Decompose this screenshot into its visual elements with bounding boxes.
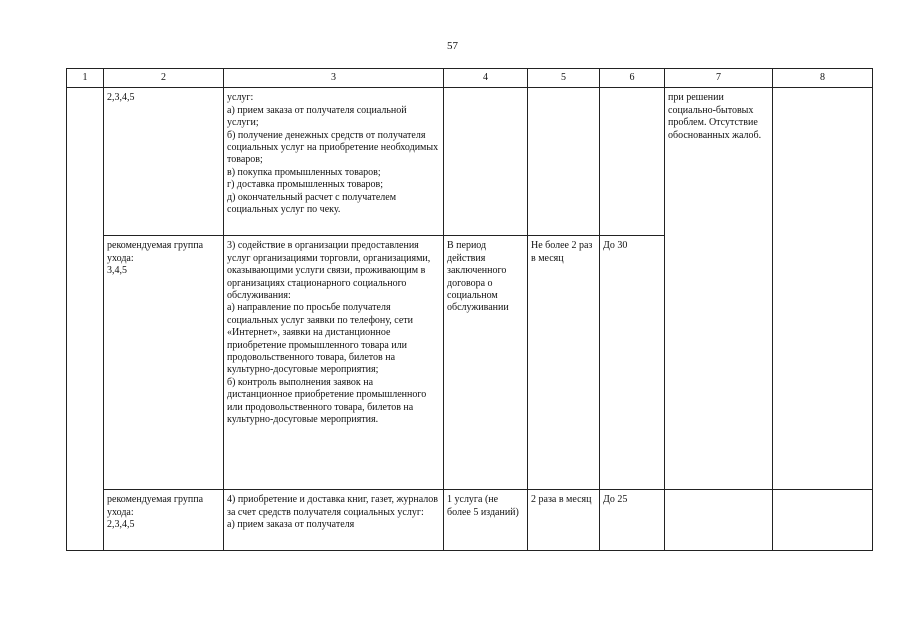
notes-cell <box>773 490 873 551</box>
notes-cell <box>773 88 873 490</box>
table-header-row <box>67 69 873 88</box>
period-cell <box>444 88 528 236</box>
column-header-1: 1 <box>67 69 104 88</box>
frequency-cell: Не более 2 раз в месяц <box>528 236 600 490</box>
services-table <box>66 68 873 551</box>
care-group-cell: 2,3,4,5 <box>104 88 224 236</box>
period-cell: 1 услуга (не более 5 изданий) <box>444 490 528 551</box>
care-group-cell: рекомендуемая группа ухода: 2,3,4,5 <box>104 490 224 551</box>
service-description-cell: 3) содействие в организации предоставления услуг организациями торговли, организациями, оказывающими услуги связи, проживающим в организациях стационарного социального обслуживания: а) направление по просьбе получателя социальных услуг заявки по телефону, сети «Интернет», заявки на дистанционное приобретение промышленного товара или продовольственного товара, билетов на культурно-досуговые мероприятия; б) контроль выполнения заявок на дистанционное приобретение промышленного или продовольственного товара, билетов на культурно-досуговые мероприятия. <box>224 236 444 490</box>
quality-criteria-cell: при решении социально-бытовых проблем. Отсутствие обоснованных жалоб. <box>665 88 773 490</box>
column-header-4: 4 <box>444 69 528 88</box>
table-row <box>67 88 873 236</box>
care-group-cell: рекомендуемая группа ухода: 3,4,5 <box>104 236 224 490</box>
table-row <box>67 490 873 551</box>
quality-criteria-cell <box>665 490 773 551</box>
column-header-6: 6 <box>600 69 665 88</box>
column-header-2: 2 <box>104 69 224 88</box>
duration-cell: До 25 <box>600 490 665 551</box>
page-number: 57 <box>447 40 458 52</box>
column-header-5: 5 <box>528 69 600 88</box>
column-header-7: 7 <box>665 69 773 88</box>
duration-cell: До 30 <box>600 236 665 490</box>
row-number-cell <box>67 88 104 551</box>
duration-cell <box>600 88 665 236</box>
column-header-3: 3 <box>224 69 444 88</box>
column-header-8: 8 <box>773 69 873 88</box>
service-description-cell: 4) приобретение и доставка книг, газет, журналов за счет средств получателя социальных услуг: а) прием заказа от получателя <box>224 490 444 551</box>
service-description-cell: услуг: а) прием заказа от получателя социальной услуги; б) получение денежных средств от получателя социальных услуг на приобретение необходимых товаров; в) покупка промышленных товаров; г) доставка промышленных товаров; д) окончательный расчет с получателем социальных услуг по чеку. <box>224 88 444 236</box>
period-cell: В период действия заключенного договора о социальном обслуживании <box>444 236 528 490</box>
frequency-cell <box>528 88 600 236</box>
frequency-cell: 2 раза в месяц <box>528 490 600 551</box>
